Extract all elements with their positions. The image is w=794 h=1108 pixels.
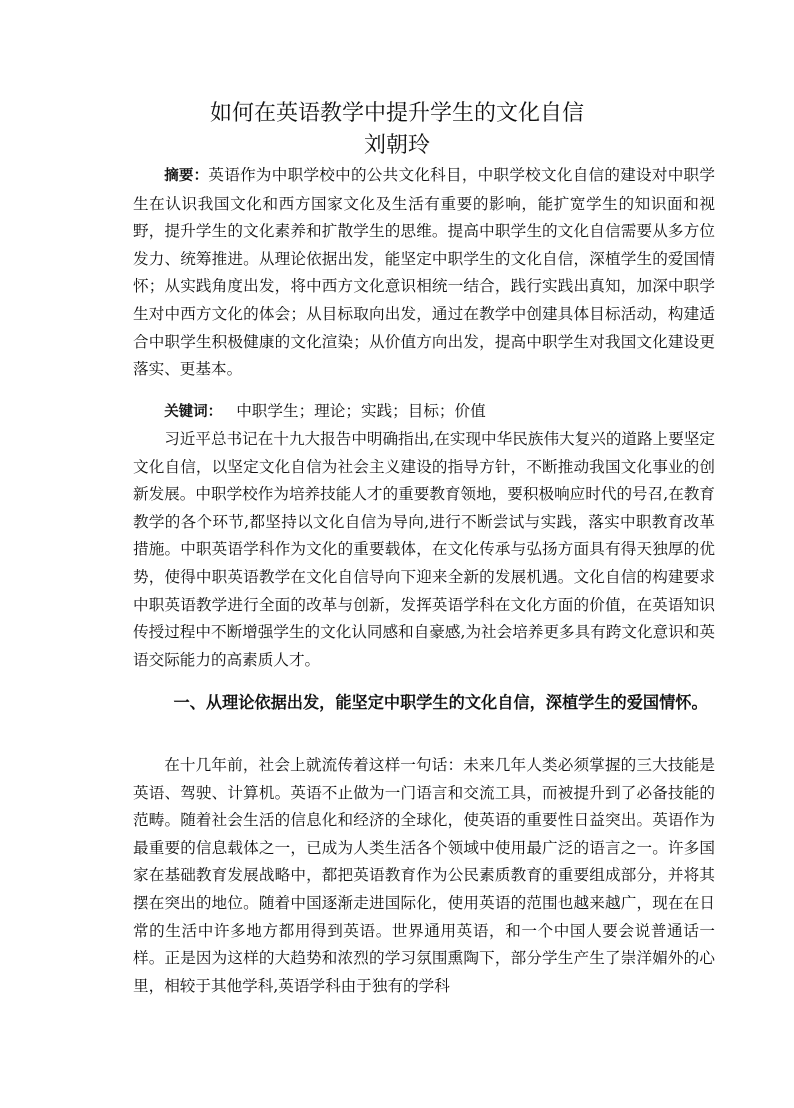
keywords-paragraph — [133, 398, 715, 427]
section-paragraph: 在十几年前，社会上就流传着这样一句话：未来几年人类必须掌握的三大技能是英语、驾驶、计算机。英语不止做为一门语言和交流工具，而被提升到了必备技能的范畴。随着社会生活的信息化和经济的全球化，使英语的重要性日益突出。英语作为最重要的信息载体之一，已成为人类生活各个领域中使用最广泛的语言之一。许多国家在基础教育发展战略中，都把英语教育作为公民素质教育的重要组成部分，并将其摆在突出的地位。随着中国逐渐走进国际化，使用英语的范围也越来越广，现在在日常的生活中许多地方都用得到英语。世界通用英语，和一个中国人要会说普通话一样。正是因为这样的大趋势和浓烈的学习氛围熏陶下，部分学生产生了崇洋媚外的心里，相较于其他学科,英语学科由于独有的学科 — [133, 756, 715, 995]
keywords-text: 中职学生；理论；实践；目标；价值 — [236, 402, 486, 420]
abstract-label: 摘要： — [164, 168, 209, 184]
abstract-paragraph — [133, 162, 715, 384]
keywords-label: 关键词： — [164, 404, 223, 420]
section-heading: 一、从理论依据出发，能坚定中职学生的文化自信，深植学生的爱国情怀。 — [173, 693, 708, 712]
author-name: 刘朝玲 — [363, 133, 430, 158]
abstract-text: 英语作为中职学校中的公共文化科目，中职学校文化自信的建设对中职学生在认识我国文化和西方国家文化及生活有重要的影响，能扩宽学生的知识面和视野，提升学生的文化素养和扩散学生的思维。提高中职学生的文化自信需要从多方位发力、统筹推进。从理论依据出发，能坚定中职学生的文化自信，深植学生的爱国情怀；从实践角度出发，将中西方文化意识相统一结合，践行实践出真知，加深中职学生对中西方文化的体会；从目标取向出发，通过在教学中创建具体目标活动，构建适合中职学生积极健康的文化渲染；从价值方向出发，提高中职学生对我国文化建设更落实、更基本。 — [133, 166, 715, 379]
intro-paragraph: 习近平总书记在十九大报告中明确指出,在实现中华民族伟大复兴的道路上要坚定文化自信，以坚定文化自信为社会主义建设的指导方针，不断推动我国文化事业的创新发展。中职学校作为培养技能人才的重要教育领地，要积极响应时代的号召,在教育教学的各个环节,都坚持以文化自信为导向,进行不断尝试与实践，落实中职教育改革措施。中职英语学科作为文化的重要载体，在文化传承与弘扬方面具有得天独厚的优势，使得中职英语教学在文化自信导向下迎来全新的发展机遇。文化自信的构建要求中职英语教学进行全面的改革与创新，发挥英语学科在文化方面的价值，在英语知识传授过程中不断增强学生的文化认同感和自豪感,为社会培养更多具有跨文化意识和英语交际能力的高素质人才。 — [133, 430, 715, 669]
document-title: 如何在英语教学中提升学生的文化自信 — [209, 101, 584, 126]
